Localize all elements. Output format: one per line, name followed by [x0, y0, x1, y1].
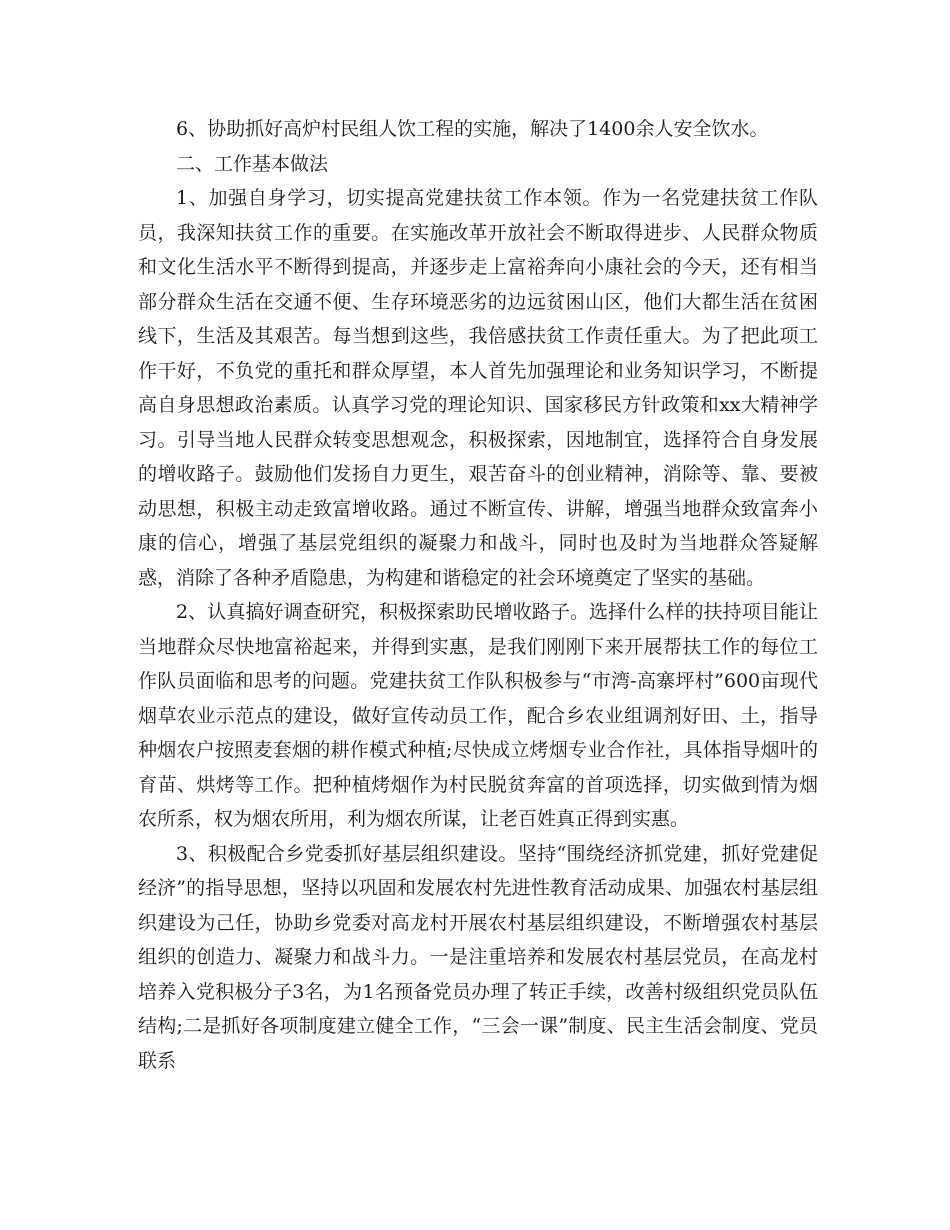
section-heading-work-methods: 二、工作基本做法 — [176, 152, 329, 175]
paragraph-item-6: 6、协助抓好高炉村民组人饮工程的实施，解决了1400余人安全饮水。 — [176, 118, 769, 140]
paragraph-research: 2、认真搞好调查研究，积极探索助民增收路子。选择什么样的扶持项目能让当地群众尽快地富裕起来，并得到实惠，是我们刚刚下来开展帮扶工作的每位工作队员面临和思考的问题。党建扶贫工作队积极参与“市湾-高寨坪村”600亩现代烟草农业示范点的建设，做好宣传动员工作，配合乡农业组调剂好田、土，指导种烟农户按照麦套烟的耕作模式种植;尽快成立烤烟专业合作社，具体指导烟叶的育苗、烘烤等工作。把种植烤烟作为村民脱贫奔富的首项选择，切实做到情为烟农所系，权为烟农所用，利为烟农所谋，让老百姓真正得到实惠。 — [138, 601, 818, 830]
paragraph-self-study: 1、加强自身学习，切实提高党建扶贫工作本领。作为一名党建扶贫工作队员，我深知扶贫工作的重要。在实施改革开放社会不断取得进步、人民群众物质和文化生活水平不断得到提高，并逐步走上富裕奔向小康社会的今天，还有相当部分群众生活在交通不便、生存环境恶劣的边远贫困山区，他们大都生活在贫困线下，生活及其艰苦。每当想到这些，我倍感扶贫工作责任重大。为了把此项工作干好，不负党的重托和群众厚望，本人首先加强理论和业务知识学习，不断提高自身思想政治素质。认真学习党的理论知识、国家移民方针政策和xx大精神学习。引导当地人民群众转变思想观念，积极探索，因地制宜，选择符合自身发展的增收路子。鼓励他们发扬自力更生，艰苦奋斗的创业精神，消除等、靠、要被动思想，积极主动走致富增收路。通过不断宣传、讲解，增强当地群众致富奔小康的信心，增强了基层党组织的凝聚力和战斗，同时也及时为当地群众答疑解惑，消除了各种矛盾隐患，为构建和谐稳定的社会环境奠定了坚实的基础。 — [138, 187, 818, 589]
document-body — [138, 112, 818, 1078]
paragraph-organization-building: 3、积极配合乡党委抓好基层组织建设。坚持“围绕经济抓党建，抓好党建促经济”的指导思想，坚持以巩固和发展农村先进性教育活动成果、加强农村基层组织建设为己任，协助乡党委对高龙村开展农村基层组织建设，不断增强农村基层组织的创造力、凝聚力和战斗力。一是注重培养和发展农村基层党员，在高龙村培养入党积极分子3名，为1名预备党员办理了转正手续，改善村级组织党员队伍结构;二是抓好各项制度建立健全工作，“三会一课”制度、民主生活会制度、党员联系 — [138, 842, 818, 1072]
